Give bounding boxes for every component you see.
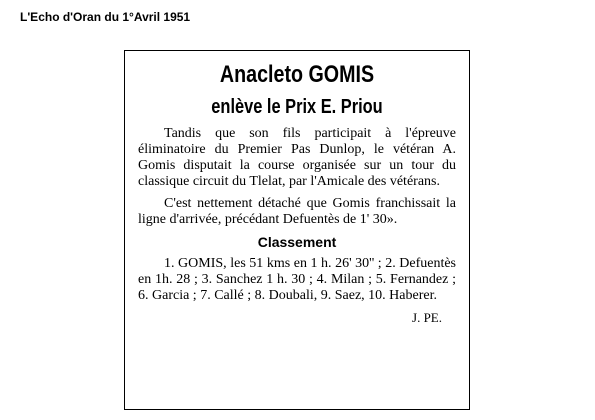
article-subheadline: enlève le Prix E. Priou bbox=[211, 96, 383, 118]
ranking-section-title: Classement bbox=[257, 234, 337, 250]
article-paragraph-1: Tandis que son fils participait à l'épreuve éliminatoire du Premier Pas Dunlop, le vétéran A. Gomis disputait la course organisée sur un tour du classique circuit du Tlelat, par l'Amicale des vétérans. bbox=[138, 126, 456, 189]
newspaper-source-caption: L'Echo d'Oran du 1°Avril 1951 bbox=[20, 10, 191, 24]
article-headline: Anacleto GOMIS bbox=[219, 61, 375, 88]
ranking-paragraph: 1. GOMIS, les 51 kms en 1 h. 26' 30'' ; 2. Defuentès en 1h. 28 ; 3. Sanchez 1 h. 30 ; 4. Milan ; 5. Fernandez ; 6. Garcia ; 7. Callé ; 8. Doubali, 9. Saez, 10. Haberer. bbox=[138, 256, 456, 303]
article-box bbox=[124, 50, 470, 410]
author-signature: J. PE. bbox=[412, 310, 442, 325]
article-paragraph-2: C'est nettement détaché que Gomis franchissait la ligne d'arrivée, précédant Defuentès de 1' 30». bbox=[138, 196, 456, 227]
